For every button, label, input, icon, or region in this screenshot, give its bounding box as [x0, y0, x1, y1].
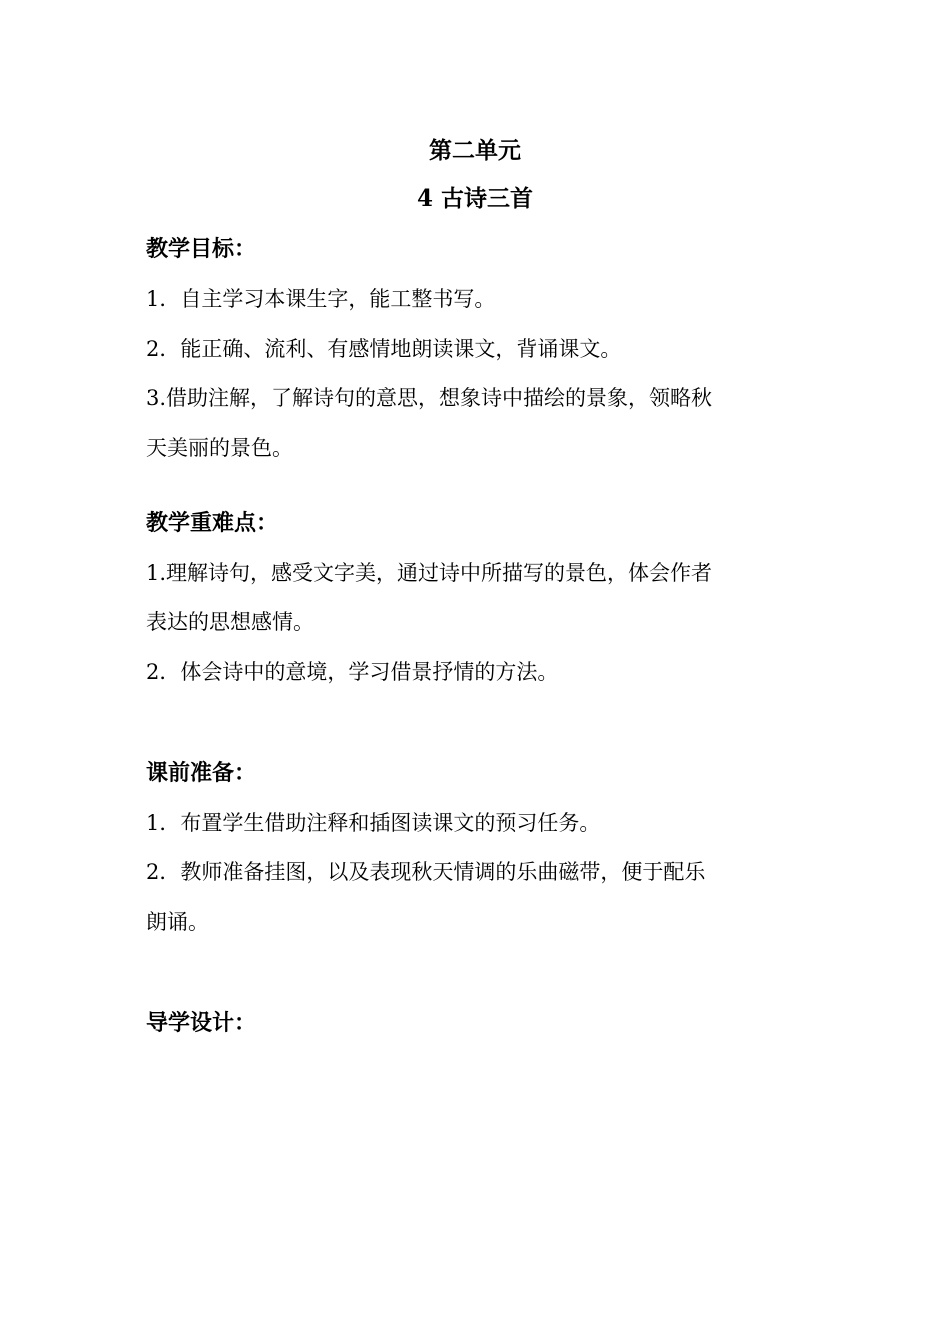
key-points-line-3: 2．体会诗中的意境，学习借景抒情的方法。 [146, 660, 559, 684]
preparation-line-2: 2．教师准备挂图，以及表现秋天情调的乐曲磁带，便于配乐 [146, 860, 706, 884]
objectives-line-1: 1．自主学习本课生字，能工整书写。 [146, 287, 496, 311]
key-points-heading: 教学重难点： [146, 510, 279, 536]
preparation-heading: 课前准备： [146, 760, 257, 786]
key-points-line-1: 1.理解诗句，感受文字美，通过诗中所描写的景色，体会作者 [146, 561, 713, 585]
lesson-title: 4 古诗三首 [416, 185, 533, 212]
preparation-line-1: 1．布置学生借助注释和插图读课文的预习任务。 [146, 811, 601, 835]
unit-title: 第二单元 [429, 137, 521, 164]
preparation-line-3: 朗诵。 [146, 910, 209, 934]
objectives-line-4: 天美丽的景色。 [146, 436, 293, 460]
objectives-line-2: 2．能正确、流利、有感情地朗读课文，背诵课文。 [146, 337, 622, 361]
objectives-line-3: 3.借助注解，了解诗句的意思，想象诗中描绘的景象，领略秋 [146, 386, 713, 410]
key-points-line-2: 表达的思想感情。 [146, 610, 314, 634]
objectives-heading: 教学目标： [146, 236, 257, 262]
design-heading: 导学设计： [146, 1010, 257, 1036]
